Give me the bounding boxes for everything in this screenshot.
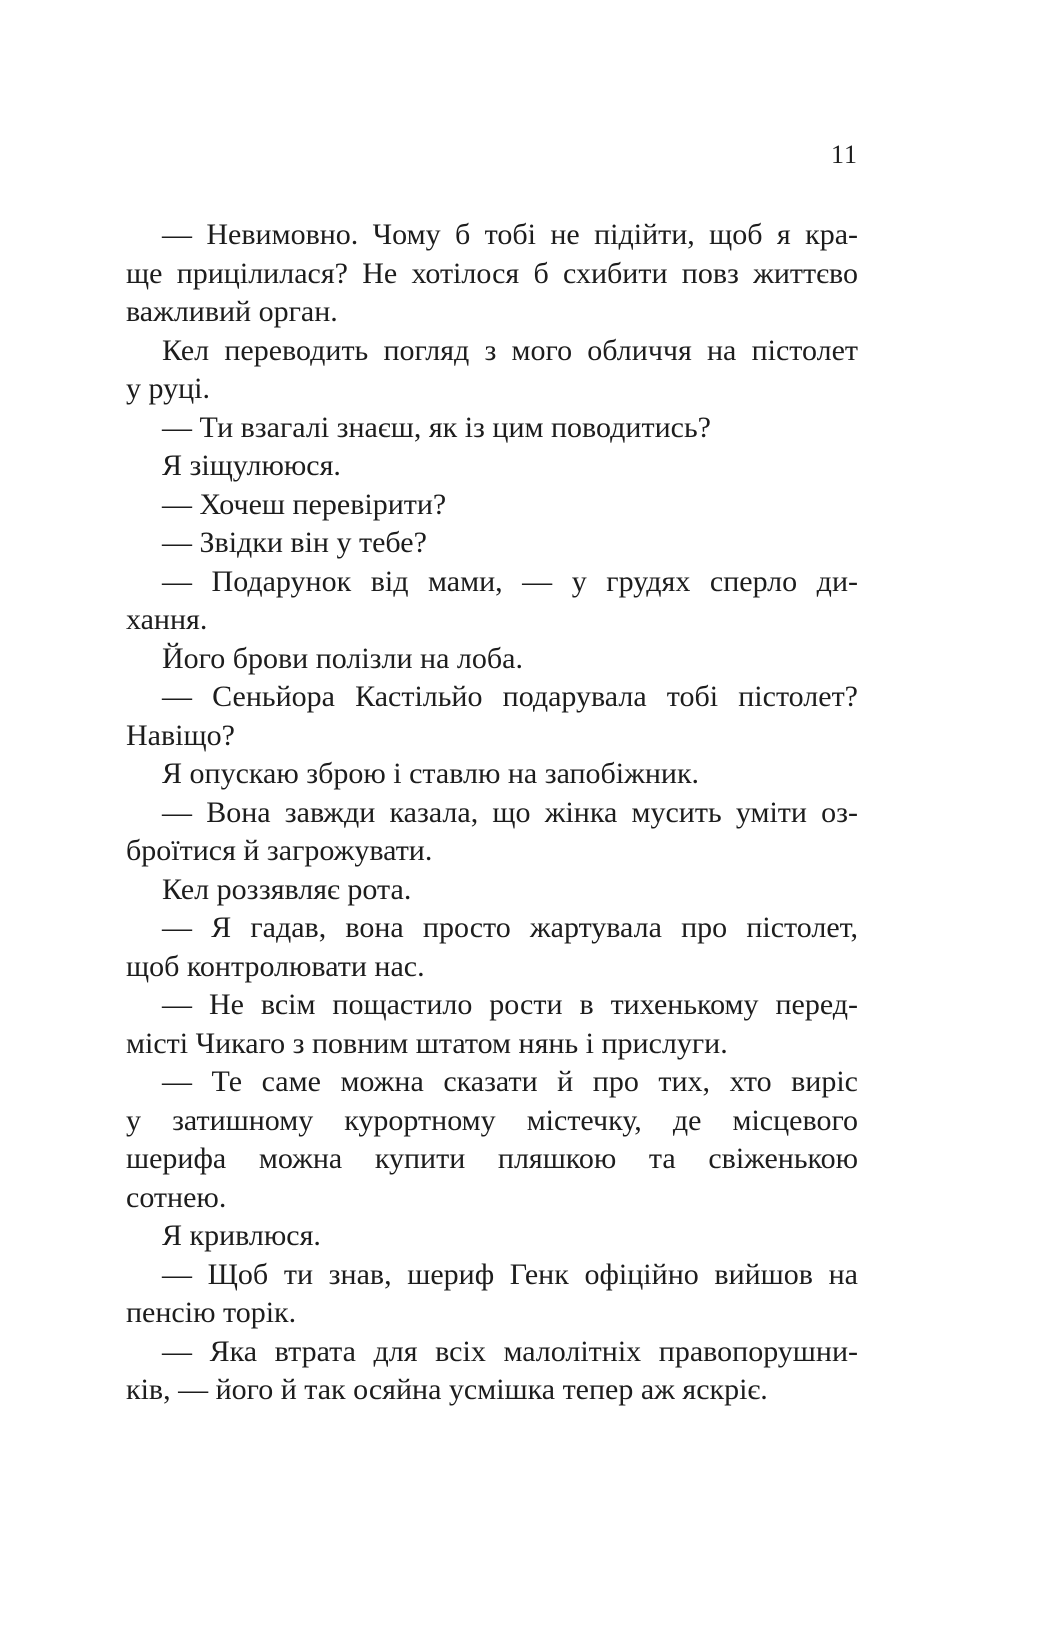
text-line: — Ти взагалі знаєш, як із цим поводитись? bbox=[162, 410, 711, 444]
text-line: у затишному курортному містечку, де місцевого bbox=[126, 1103, 858, 1137]
page-number: 11 bbox=[830, 140, 858, 169]
text-line: — Сеньйора Кастільйо подарувала тобі пістолет? bbox=[162, 680, 858, 713]
text-line: місті Чикаго з повним штатом нянь і прислуги. bbox=[126, 1026, 728, 1060]
text-line: — Вона завжди казала, що жінка мусить уміти оз- bbox=[162, 795, 858, 829]
text-line: хання. bbox=[126, 603, 208, 636]
text-line: — Щоб ти знав, шериф Генк офіційно вийшов на bbox=[162, 1257, 858, 1291]
text-line: ще прицілилася? Не хотілося б схибити повз життєво bbox=[126, 256, 858, 290]
text-line: Я опускаю зброю і ставлю на запобіжник. bbox=[162, 757, 700, 790]
text-line: Навіщо? bbox=[126, 718, 235, 752]
text-line: сотнею. bbox=[126, 1180, 227, 1214]
text-line: броїтися й загрожувати. bbox=[126, 834, 433, 867]
text-block bbox=[126, 216, 858, 1410]
text-line: важливий орган. bbox=[126, 295, 338, 328]
text-line: Його брови полізли на лоба. bbox=[162, 641, 523, 675]
text-line: Я зіщулююся. bbox=[162, 449, 341, 482]
text-line: — Те саме можна сказати й про тих, хто виріс bbox=[162, 1065, 858, 1098]
text-line: — Невимовно. Чому б тобі не підійти, щоб я кра- bbox=[162, 218, 858, 251]
text-line: — Яка втрата для всіх малолітніх правопорушни- bbox=[162, 1334, 858, 1368]
text-line: шерифа можна купити пляшкою та свіженькою bbox=[126, 1142, 858, 1175]
text-line: — Подарунок від мами, — у грудях сперло ди- bbox=[162, 564, 858, 598]
text-line: — Я гадав, вона просто жартувала про пістолет, bbox=[162, 911, 858, 944]
text-line: Я кривлюся. bbox=[162, 1219, 321, 1252]
text-line: Кел переводить погляд з мого обличчя на пістолет bbox=[162, 333, 858, 367]
text-line: у руці. bbox=[126, 372, 210, 405]
text-line: щоб контролювати нас. bbox=[126, 949, 425, 983]
text-line: пенсію торік. bbox=[126, 1296, 297, 1329]
text-line: — Не всім пощастило рости в тихенькому перед- bbox=[162, 988, 858, 1021]
text-line: — Хочеш перевірити? bbox=[162, 487, 447, 521]
text-line: Кел роззявляє рота. bbox=[162, 872, 412, 906]
text-line: — Звідки він у тебе? bbox=[162, 526, 427, 559]
text-line: ків, — його й так осяйна усмішка тепер аж яскріє. bbox=[126, 1373, 768, 1406]
